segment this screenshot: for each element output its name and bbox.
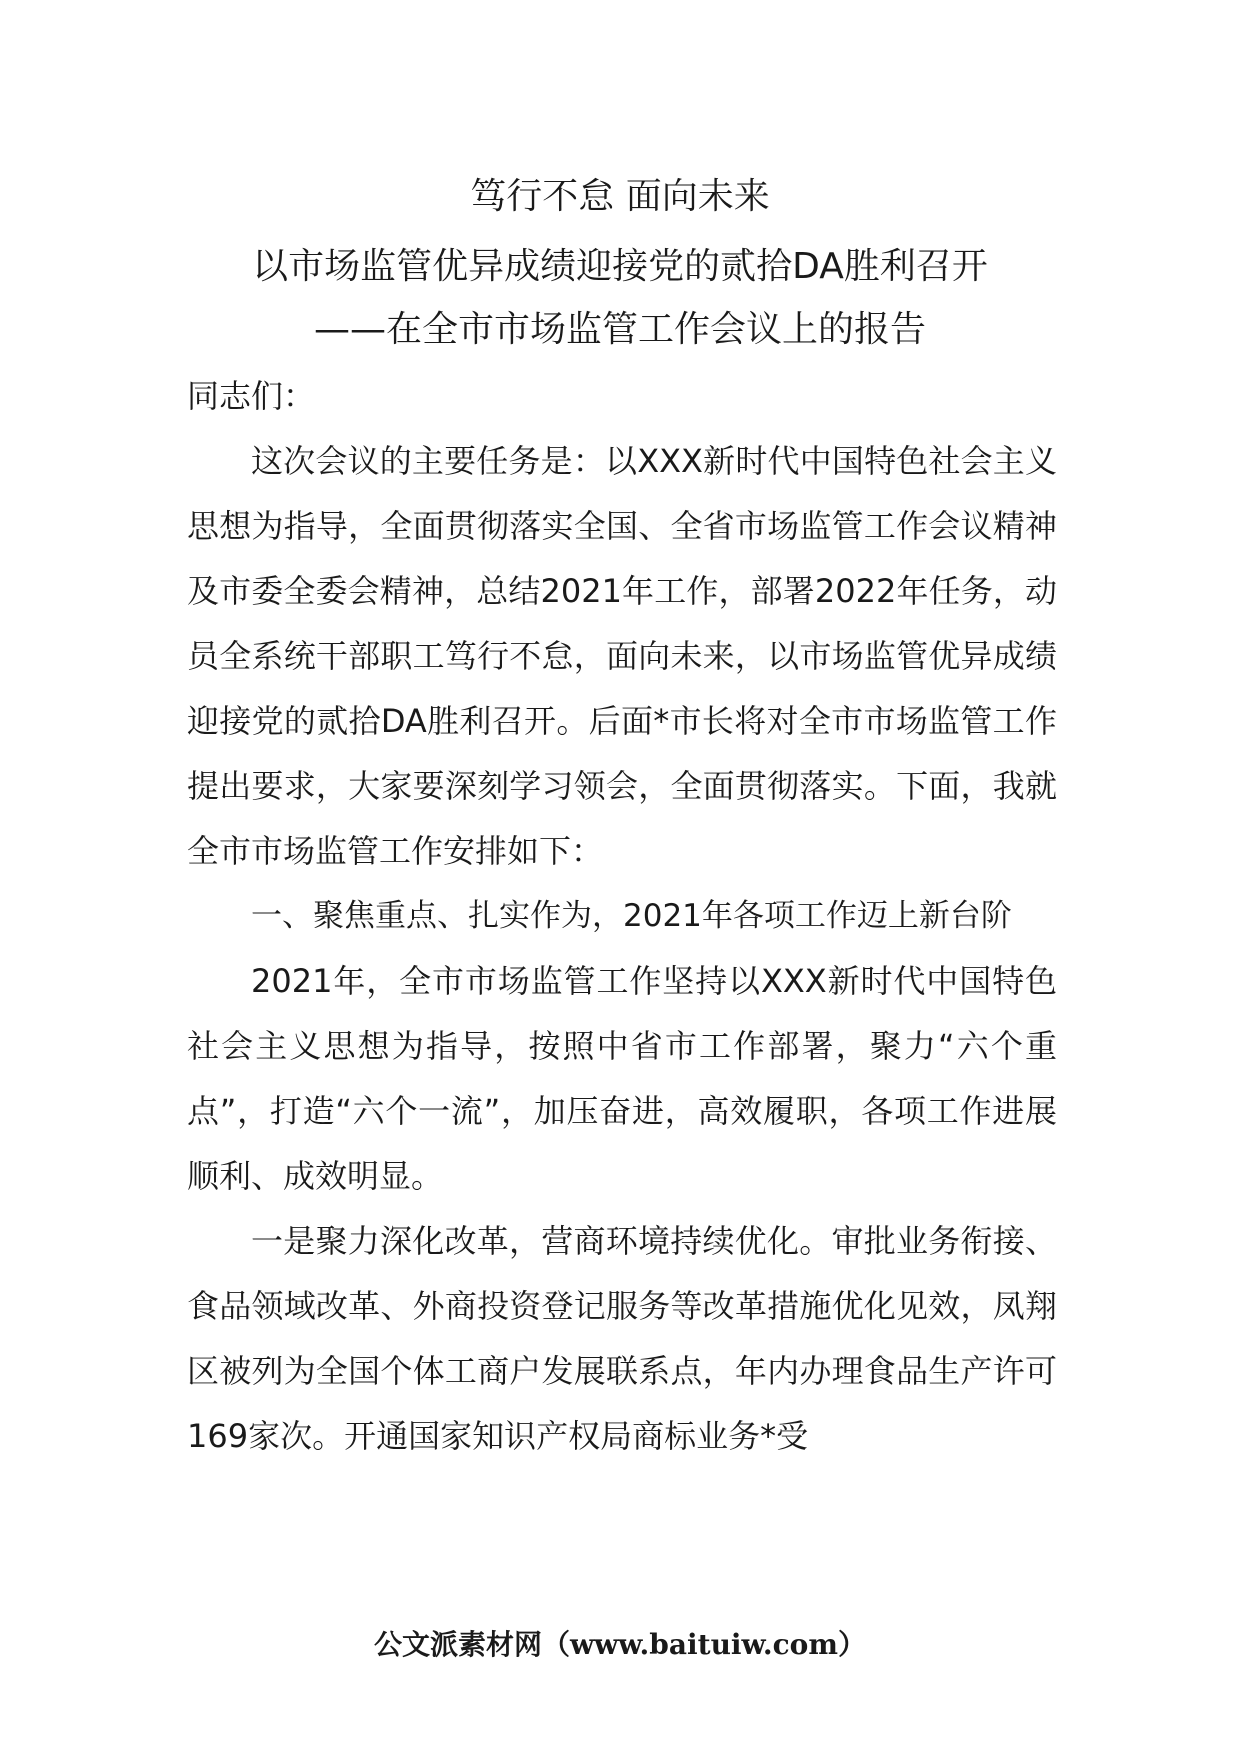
paragraph-summary: 2021年，全市市场监管工作坚持以XXX新时代中国特色社会主义思想为指导，按照中省市工作部署，聚力“六个重点”，打造“六个一流”，加压奋进，高效履职，各项工作进展顺利、成效明显。 <box>187 962 1057 1195</box>
paragraph-reform: 一是聚力深化改革，营商环境持续优化。审批业务衔接、食品领域改革、外商投资登记服务等改革措施优化见效，凤翔区被列为全国个体工商户发展联系点，年内办理食品生产许可169家次。开通国家知识产权局商标业务*受 <box>187 1222 1057 1455</box>
document-body <box>187 364 1057 1469</box>
salutation: 同志们： <box>187 377 316 415</box>
footer-watermark: 公文派素材网（www.baituiw.com） <box>374 1628 866 1661</box>
document-subtitle: 以市场监管优异成绩迎接党的贰拾DA胜利召开 <box>252 246 988 287</box>
section-heading: 一、聚焦重点、扎实作为，2021年各项工作迈上新台阶 <box>251 898 1012 934</box>
document-byline: ——在全市市场监管工作会议上的报告 <box>313 309 926 350</box>
document-title: 笃行不怠 面向未来 <box>470 176 770 217</box>
paragraph-intro: 这次会议的主要任务是：以XXX新时代中国特色社会主义思想为指导，全面贯彻落实全国、全省市场监管工作会议精神及市委全委会精神，总结2021年工作，部署2022年任务，动员全系统干部职工笃行不怠，面向未来，以市场监管优异成绩迎接党的贰拾DA胜利召开。后面*市长将对全市市场监管工作提出要求，大家要深刻学习领会，全面贯彻落实。下面，我就全市市场监管工作安排如下： <box>187 442 1057 870</box>
